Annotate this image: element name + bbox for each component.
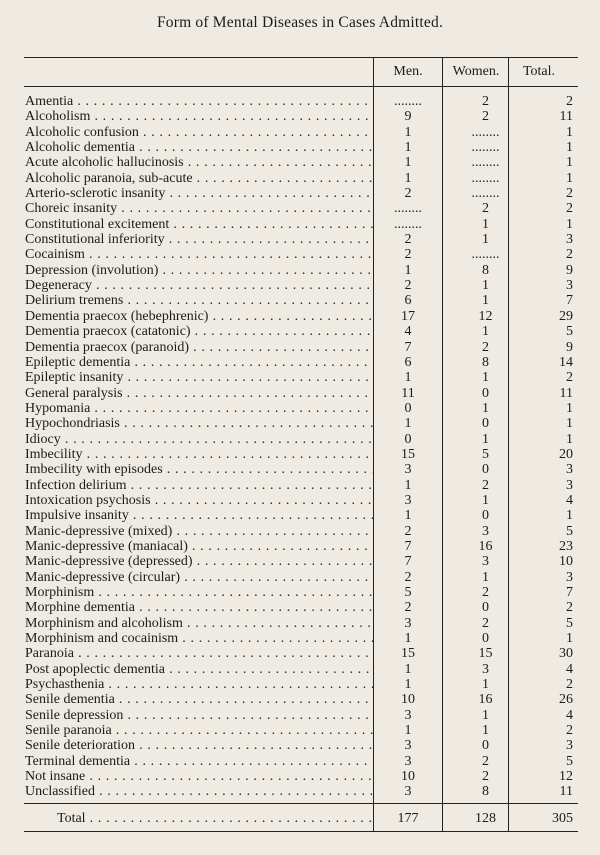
row-label: Idiocy . . .: [25, 432, 373, 447]
table-row: [25, 554, 578, 569]
total-count: 2: [566, 723, 573, 739]
top-rule: [24, 57, 578, 58]
men-count: 7: [404, 554, 412, 570]
men-count: 15: [401, 646, 415, 662]
column-header-men: Men.: [393, 64, 423, 79]
women-count: 15: [478, 646, 493, 662]
row-label: Constitutional excitement . . .: [25, 217, 373, 232]
total-count: 20: [559, 446, 573, 462]
row-label: Senile dementia . . .: [25, 692, 373, 707]
men-count: 2: [404, 569, 412, 585]
men-count: 1: [404, 416, 412, 432]
table-row: [25, 201, 578, 216]
row-label: Alcoholic paranoia, sub-acute . . .: [25, 171, 373, 186]
total-count: 26: [559, 692, 573, 708]
total-count: 2: [566, 677, 573, 693]
table-row: [25, 738, 578, 753]
men-count: 1: [404, 661, 412, 677]
women-count: 8: [482, 784, 489, 800]
women-count: 2: [482, 769, 489, 785]
row-label: Manic-depressive (depressed) . . .: [25, 554, 373, 569]
row-label: Alcoholic dementia . . .: [25, 140, 373, 155]
table-row: [25, 263, 578, 278]
women-count: 1: [482, 431, 489, 447]
total-count: 2: [566, 600, 573, 616]
column-header-women: Women.: [452, 64, 500, 79]
men-count: 2: [404, 186, 412, 202]
table-row: [25, 278, 578, 293]
total-count: 3: [566, 738, 573, 754]
total-count: 7: [566, 293, 573, 309]
table-row: [25, 140, 578, 155]
men-count: 0: [404, 400, 412, 416]
total-count: 29: [559, 308, 573, 324]
men-count: 6: [404, 354, 412, 370]
row-label: Degeneracy . . .: [25, 278, 373, 293]
table-row: [25, 462, 578, 477]
total-count: 11: [559, 784, 573, 800]
women-count: 2: [482, 753, 489, 769]
total-count: 2: [566, 370, 573, 386]
total-count: 3: [566, 569, 573, 585]
row-label: Dementia praecox (hebephrenic) . . .: [25, 309, 373, 324]
table-row: [25, 94, 578, 109]
total-count: 1: [566, 431, 573, 447]
table-row: [25, 524, 578, 539]
table-row: [25, 447, 578, 462]
women-count: 1: [482, 293, 489, 309]
table-row: [25, 692, 578, 707]
women-count: 16: [478, 692, 493, 708]
table-row: [25, 616, 578, 631]
row-label: Not insane . . .: [25, 769, 373, 784]
row-label: Amentia . . .: [25, 94, 373, 109]
women-count: 1: [482, 400, 489, 416]
women-count: 1: [482, 723, 489, 739]
total-row: [25, 811, 578, 827]
table-row: [25, 293, 578, 308]
table-row: [25, 769, 578, 784]
total-count: 4: [566, 707, 573, 723]
subtotal-rule: [24, 803, 578, 804]
women-count: 1: [482, 677, 489, 693]
row-label: Epileptic dementia . . .: [25, 355, 373, 370]
table-row: [25, 493, 578, 508]
women-count: ........: [471, 247, 500, 263]
total-count: 1: [566, 155, 573, 171]
men-count: 1: [404, 370, 412, 386]
row-label: Dementia praecox (paranoid) . . .: [25, 340, 373, 355]
women-count: 1: [482, 370, 489, 386]
table-row: [25, 432, 578, 447]
row-label: Dementia praecox (catatonic) . . .: [25, 324, 373, 339]
row-label: Arterio-sclerotic insanity . . .: [25, 186, 373, 201]
row-label: Epileptic insanity . . .: [25, 370, 373, 385]
total-count: 1: [566, 124, 573, 140]
table-body: [25, 94, 578, 800]
total-count: 11: [559, 109, 573, 125]
total-women: 128: [475, 811, 496, 826]
women-count: 0: [482, 416, 489, 432]
men-count: 1: [404, 477, 412, 493]
men-count: 1: [404, 140, 412, 156]
row-label: Depression (involution) . . .: [25, 263, 373, 278]
women-count: 2: [482, 109, 489, 125]
men-count: 6: [404, 293, 412, 309]
table-row: [25, 508, 578, 523]
men-count: 4: [404, 324, 412, 340]
row-label: Psychasthenia . . .: [25, 677, 373, 692]
table-row: [25, 585, 578, 600]
row-label: Alcoholic confusion . . .: [25, 125, 373, 140]
total-total: 305: [552, 811, 573, 826]
total-count: 2: [566, 186, 573, 202]
women-count: ........: [471, 170, 500, 186]
column-header-total: Total.: [522, 64, 556, 79]
women-count: 8: [482, 354, 489, 370]
table-row: [25, 370, 578, 385]
row-label: Hypomania . . .: [25, 401, 373, 416]
row-label: Morphine dementia . . .: [25, 600, 373, 615]
row-label: Cocainism . . .: [25, 247, 373, 262]
row-label: Post apoplectic dementia . . .: [25, 662, 373, 677]
table-row: [25, 401, 578, 416]
table-row: [25, 570, 578, 585]
men-count: 17: [401, 308, 415, 324]
table-row: [25, 386, 578, 401]
table-row: [25, 708, 578, 723]
total-count: 1: [566, 416, 573, 432]
table-row: [25, 677, 578, 692]
row-label: Morphinism and cocainism . . .: [25, 631, 373, 646]
row-label: General paralysis . . .: [25, 386, 373, 401]
men-count: 1: [404, 508, 412, 524]
total-count: 7: [566, 585, 573, 600]
men-count: 1: [404, 631, 412, 647]
total-count: 1: [566, 631, 573, 647]
women-count: 1: [482, 232, 489, 248]
women-count: ........: [471, 140, 500, 156]
total-count: 5: [566, 324, 573, 340]
women-count: 2: [482, 339, 489, 355]
total-count: 5: [566, 615, 573, 631]
women-count: 0: [482, 385, 489, 401]
men-count: 1: [404, 170, 412, 186]
total-count: 4: [566, 492, 573, 508]
table-row: [25, 247, 578, 262]
row-label: Delirium tremens . . .: [25, 293, 373, 308]
women-count: 2: [482, 201, 489, 217]
table-row: [25, 539, 578, 554]
total-men: 177: [397, 811, 419, 826]
men-count: 1: [404, 677, 412, 693]
men-count: 1: [404, 262, 412, 278]
women-count: 0: [482, 462, 489, 478]
row-label: Paranoia . . .: [25, 646, 373, 661]
table-row: [25, 217, 578, 232]
total-count: 4: [566, 661, 573, 677]
table-row: [25, 600, 578, 615]
women-count: 12: [478, 308, 493, 324]
table-row: [25, 416, 578, 431]
table-row: [25, 125, 578, 140]
table-row: [25, 646, 578, 661]
row-label: Senile depression . . .: [25, 708, 373, 723]
row-label: Hypochondriasis . . .: [25, 416, 373, 431]
row-label: Acute alcoholic hallucinosis . . .: [25, 155, 373, 170]
men-count: 1: [404, 124, 412, 140]
men-count: 3: [404, 615, 412, 631]
table-row: [25, 324, 578, 339]
women-count: 1: [482, 324, 489, 340]
women-count: 3: [482, 523, 489, 539]
row-label: Constitutional inferiority . . .: [25, 232, 373, 247]
women-count: 2: [482, 477, 489, 493]
women-count: 1: [482, 216, 489, 232]
total-count: 11: [559, 385, 573, 401]
table-row: [25, 155, 578, 170]
row-label: Imbecility with episodes . . .: [25, 462, 373, 477]
total-count: 12: [559, 769, 573, 785]
total-count: 3: [566, 278, 573, 294]
table-row: [25, 355, 578, 370]
men-count: 9: [404, 109, 412, 125]
total-count: 5: [566, 753, 573, 769]
table-row: [25, 340, 578, 355]
women-count: 5: [482, 446, 489, 462]
men-count: 10: [401, 769, 415, 785]
women-count: 1: [482, 707, 489, 723]
men-count: 5: [404, 585, 412, 600]
women-count: 2: [482, 94, 489, 109]
men-count: 1: [404, 155, 412, 171]
row-label: Senile paranoia . . .: [25, 723, 373, 738]
women-count: ........: [471, 155, 500, 171]
table-row: [25, 784, 578, 799]
men-count: ........: [394, 216, 422, 232]
total-count: 30: [559, 646, 573, 662]
total-count: 1: [566, 216, 573, 232]
row-label: Manic-depressive (circular) . . .: [25, 570, 373, 585]
total-count: 23: [559, 538, 573, 554]
men-count: 3: [404, 738, 412, 754]
total-count: 3: [566, 477, 573, 493]
men-count: 2: [404, 278, 412, 294]
men-count: 2: [404, 523, 412, 539]
row-label: Morphinism . . .: [25, 585, 373, 600]
row-label: Senile deterioration . . .: [25, 738, 373, 753]
total-count: 1: [566, 140, 573, 156]
table-row: [25, 631, 578, 646]
total-count: 1: [566, 508, 573, 524]
men-count: 3: [404, 707, 412, 723]
row-label: Choreic insanity . . .: [25, 201, 373, 216]
row-label: Manic-depressive (maniacal) . . .: [25, 539, 373, 554]
total-count: 10: [559, 554, 573, 570]
men-count: 1: [404, 723, 412, 739]
men-count: 7: [404, 339, 412, 355]
total-count: 3: [566, 462, 573, 478]
total-count: 2: [566, 94, 573, 109]
header-rule: [24, 86, 578, 87]
row-label: Terminal dementia . . .: [25, 754, 373, 769]
table-row: [25, 754, 578, 769]
women-count: 0: [482, 738, 489, 754]
men-count: 3: [404, 462, 412, 478]
total-count: 1: [566, 400, 573, 416]
total-count: 3: [566, 232, 573, 248]
women-count: 1: [482, 569, 489, 585]
table-row: [25, 186, 578, 201]
table-row: [25, 662, 578, 677]
women-count: 2: [482, 585, 489, 600]
table-row: [25, 309, 578, 324]
men-count: 2: [404, 247, 412, 263]
women-count: ........: [471, 124, 500, 140]
men-count: 10: [401, 692, 415, 708]
men-count: 15: [401, 446, 415, 462]
women-count: 0: [482, 508, 489, 524]
total-count: 2: [566, 247, 573, 263]
men-count: 3: [404, 492, 412, 508]
women-count: 3: [482, 661, 489, 677]
women-count: 3: [482, 554, 489, 570]
row-label: Unclassified . . .: [25, 784, 373, 799]
row-label: Manic-depressive (mixed) . . .: [25, 524, 373, 539]
men-count: 2: [404, 232, 412, 248]
table-row: [25, 478, 578, 493]
men-count: ........: [394, 94, 422, 109]
women-count: 2: [482, 615, 489, 631]
table-row: [25, 109, 578, 124]
table-row: [25, 723, 578, 738]
row-label: Impulsive insanity . . .: [25, 508, 373, 523]
women-count: ........: [471, 186, 500, 202]
men-count: 2: [404, 600, 412, 616]
men-count: 3: [404, 753, 412, 769]
women-count: 0: [482, 631, 489, 647]
women-count: 8: [482, 262, 489, 278]
women-count: 1: [482, 492, 489, 508]
women-count: 16: [478, 538, 493, 554]
row-label: Imbecility . . .: [25, 447, 373, 462]
men-count: 11: [401, 385, 415, 401]
total-count: 1: [566, 170, 573, 186]
men-count: 0: [404, 431, 412, 447]
row-label: Infection delirium . . .: [25, 478, 373, 493]
row-label: Alcoholism . . .: [25, 109, 373, 124]
men-count: 7: [404, 538, 412, 554]
total-count: 9: [566, 339, 573, 355]
row-label: Morphinism and alcoholism . . .: [25, 616, 373, 631]
table-title: Form of Mental Diseases in Cases Admitted.: [156, 14, 444, 31]
men-count: 3: [404, 784, 412, 800]
total-count: 2: [566, 201, 573, 217]
table-row: [25, 171, 578, 186]
bottom-rule: [24, 831, 578, 832]
women-count: 1: [482, 278, 489, 294]
total-count: 14: [559, 354, 573, 370]
row-label: Intoxication psychosis . . .: [25, 493, 373, 508]
total-label: Total . . .: [57, 811, 373, 827]
men-count: ........: [394, 201, 422, 217]
total-count: 9: [566, 262, 573, 278]
table-row: [25, 232, 578, 247]
total-count: 5: [566, 523, 573, 539]
women-count: 0: [482, 600, 489, 616]
